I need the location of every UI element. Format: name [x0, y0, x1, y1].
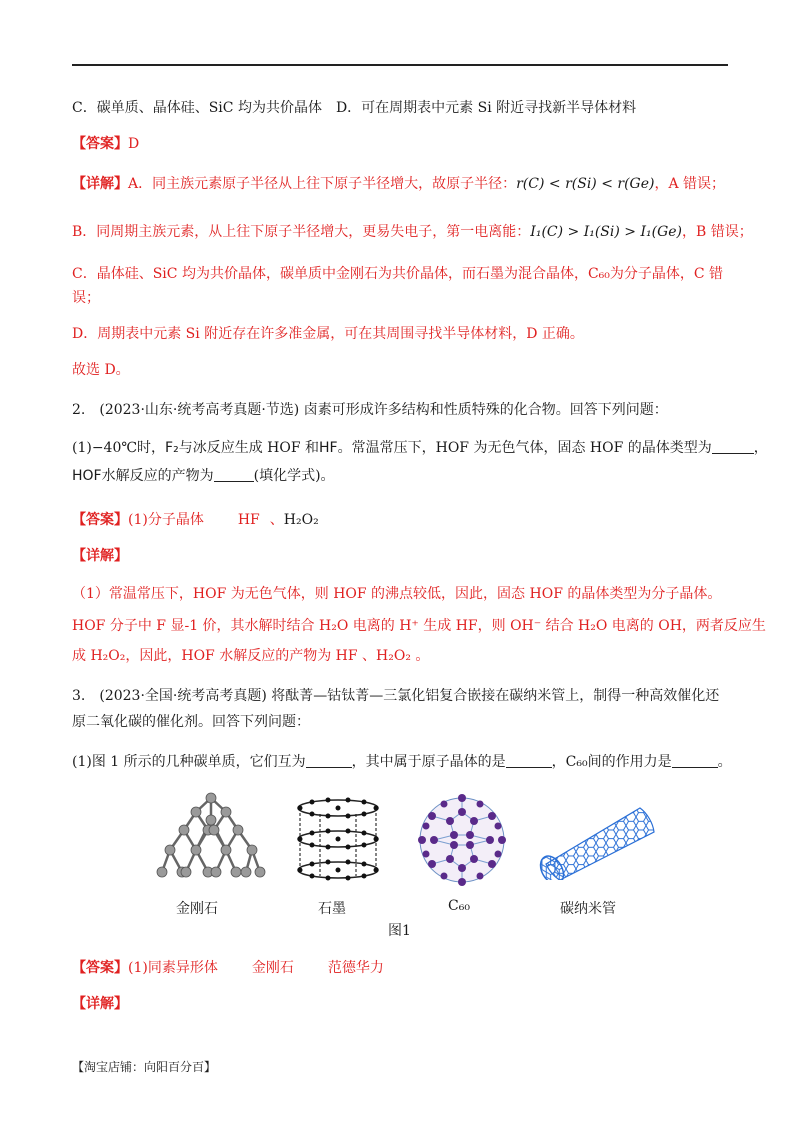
c60-structure [412, 790, 512, 890]
q2-header: 2. (2023·山东·统考高考真题·节选) 卤素可形成许多结构和性质特殊的化合物。回答下列问题： [72, 402, 668, 418]
answer-value: D [128, 136, 140, 152]
figure-1 [150, 790, 670, 940]
q1-detail-b [72, 222, 753, 242]
q1-options-line: C．碳单质、晶体硅、SiC 均为共价晶体 D．可在周期表中元素 Si 附近寻找新半导体材料 [72, 100, 637, 116]
detail-b-math: I₁(C) > I₁(Si) > I₁(Ge) [530, 224, 683, 240]
answer-label: 【答案】 [72, 960, 128, 976]
q1-detail-c1: C．晶体硅、SiC 均为共价晶体，碳单质中金刚石为共价晶体，而石墨为混合晶体，C₆₀为分子晶体，C 错 [72, 266, 724, 282]
q2-part2-text: 水解反应的产物为 [101, 468, 214, 484]
q2-answer [72, 510, 742, 530]
hof-formula: HOF [72, 468, 102, 484]
q3-part1-e: 。 [717, 754, 732, 770]
q2-answer-1: (1)分子晶体 [128, 512, 204, 528]
answer-blank[interactable] [672, 753, 718, 768]
f2-formula: F₂ [165, 440, 179, 456]
detail-a-math: r(C) < r(Si) < r(Ge) [516, 176, 655, 192]
q2-detail-1: （1）常温常压下，HOF 为无色气体，则 HOF 的沸点较低，因此，固态 HOF 的晶体类型为分子晶体。 [72, 586, 722, 602]
q1-answer [72, 134, 742, 154]
detail-a-text: A．同主族元素原子半径从上往下原子半径增大，故原子半径： [128, 176, 517, 192]
hf-formula: HF [319, 440, 338, 456]
figure-label-nanotube: 碳纳米管 [560, 901, 616, 917]
q1-conclusion: 故选 D。 [72, 362, 130, 378]
detail-a-end: ，A 错误； [654, 176, 726, 192]
answer-blank[interactable] [712, 439, 754, 454]
q3-answer-3: 范德华力 [327, 960, 384, 976]
answer-label: 【答案】 [72, 136, 128, 152]
detail-label: 【详解】 [72, 996, 128, 1012]
figure-label-diamond: 金刚石 [176, 901, 218, 917]
q2-detail-label [72, 546, 742, 566]
detail-b-text: B．同周期主族元素，从上往下原子半径增大，更易失电子，第一电离能： [72, 224, 531, 240]
figure-label-c60: C₆₀ [448, 898, 470, 914]
q3-part1-d: 间的作用力是 [587, 754, 672, 770]
q1-detail-a [72, 174, 742, 194]
footer-shop: 【淘宝店铺：向阳百分百】 [72, 1060, 217, 1074]
detail-label: 【详解】 [72, 176, 128, 192]
q3-part1-a: (1)图 1 所示的几种碳单质，它们互为 [72, 754, 306, 770]
q3-part1-b: ，其中属于原子晶体的是 [351, 754, 506, 770]
q3-answer [72, 958, 742, 978]
q2-answer-3: H₂O₂ [283, 512, 319, 528]
detail-b-end: ，B 错误； [682, 224, 753, 240]
figure-label-graphite: 石墨 [318, 901, 346, 917]
q3-part1 [72, 752, 742, 772]
header-rule [72, 64, 728, 66]
nanotube-structure [536, 804, 660, 880]
q3-answer-2: 金刚石 [251, 960, 294, 976]
answer-label: 【答案】 [72, 512, 128, 528]
graphite-structure [290, 794, 386, 884]
q2-part2-end: (填化学式)。 [253, 468, 335, 484]
answer-blank[interactable] [214, 467, 254, 482]
q3-part1-c: ， [551, 754, 566, 770]
q1-detail-d: D．周期表中元素 Si 附近存在许多准金属，可在其周围寻找半导体材料，D 正确。 [72, 326, 584, 342]
figure-caption: 图1 [388, 923, 411, 939]
answer-blank[interactable] [506, 753, 552, 768]
q2-answer-2: HF [237, 512, 260, 528]
q2-part1-d: ， [753, 440, 768, 456]
c60-formula: C₆₀ [565, 754, 588, 770]
q2-part1 [72, 438, 768, 458]
q3-header-2: 原二氧化碳的催化剂。回答下列问题： [72, 714, 310, 730]
q3-header-1: 3. (2023·全国·统考高考真题) 将酞菁—钴钛菁—三氯化铝复合嵌接在碳纳米管上，制得一种高效催化还 [72, 688, 720, 704]
q2-part1-b: 与冰反应生成 HOF 和 [178, 440, 320, 456]
q2-part1-a: (1)−40℃时， [72, 440, 166, 456]
q2-detail-2: HOF 分子中 F 显-1 价，其水解时结合 H₂O 电离的 H⁺ 生成 HF，则 OH⁻ 结合 H₂O 电离的 OH，两者反应生 [72, 618, 766, 634]
detail-label: 【详解】 [72, 548, 128, 564]
q3-detail [72, 994, 742, 1014]
q2-part1-c: 。常温常压下，HOF 为无色气体，固态 HOF 的晶体类型为 [337, 440, 712, 456]
q2-part2 [72, 466, 742, 486]
q2-answer-sep: 、 [269, 512, 284, 528]
answer-blank[interactable] [306, 753, 352, 768]
diamond-structure [156, 790, 266, 890]
q1-detail-c2: 误； [72, 290, 100, 306]
q3-answer-1: (1)同素异形体 [128, 960, 218, 976]
q2-detail-3: 成 H₂O₂，因此，HOF 水解反应的产物为 HF 、H₂O₂ 。 [72, 648, 430, 664]
